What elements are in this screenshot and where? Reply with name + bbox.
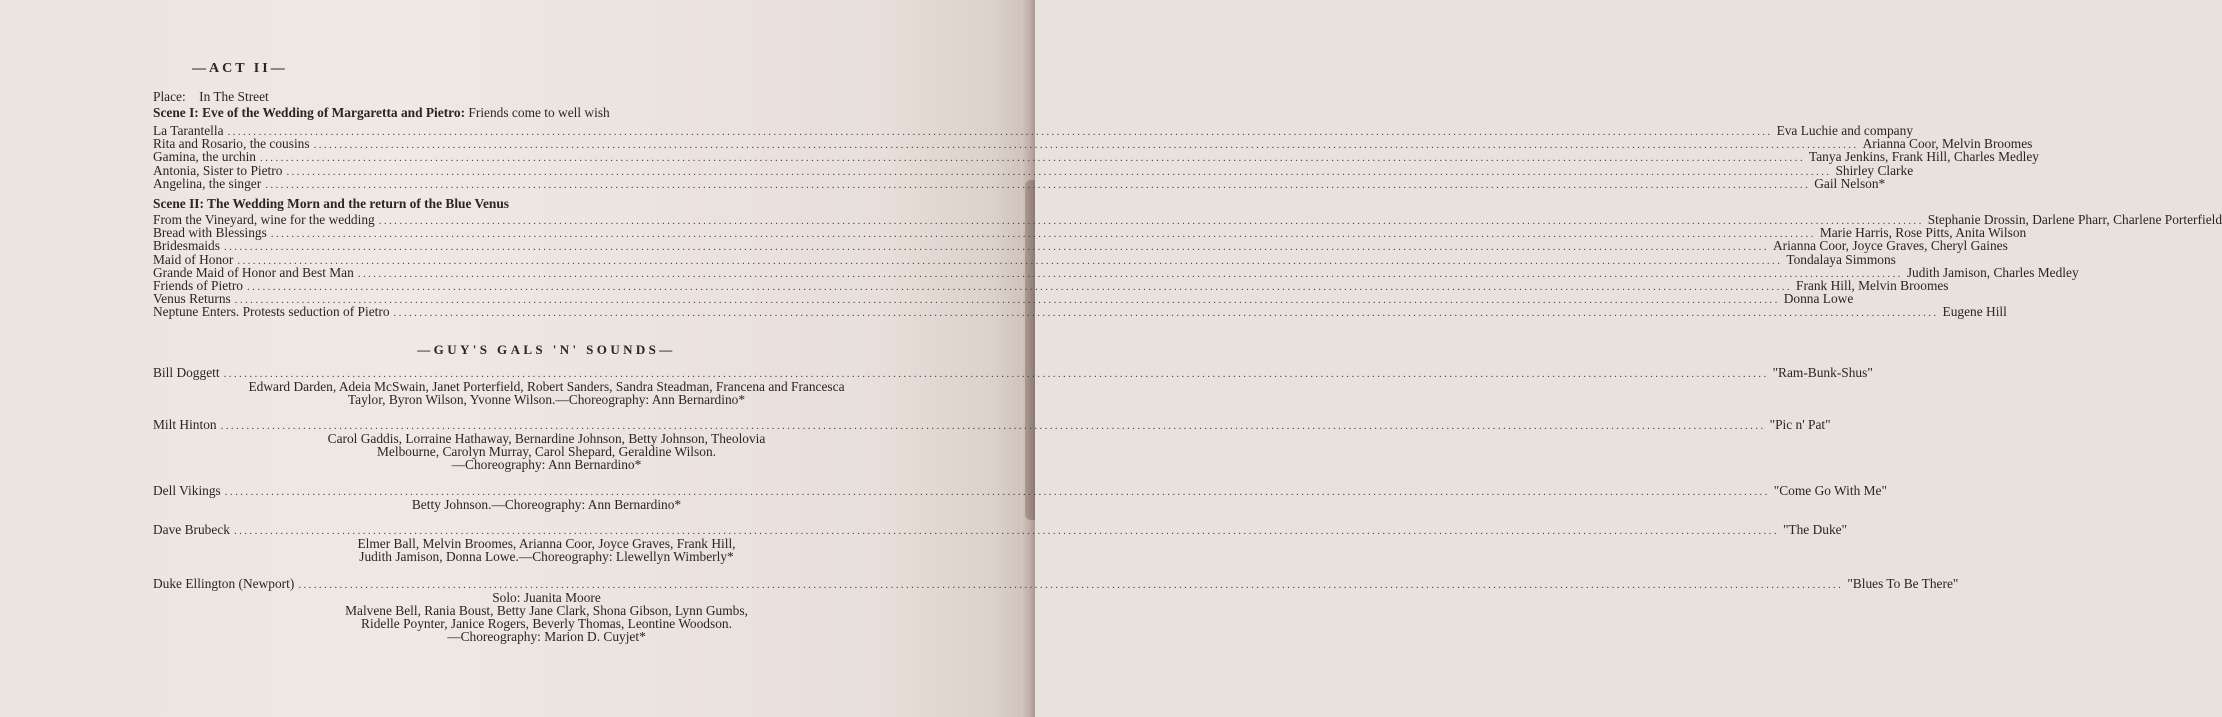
- performer-line: Judith Jamison, Donna Lowe.—Choreography: Llewellyn Wimberly*: [359, 549, 734, 564]
- dot-leader: ............................................................................................................................................................................................................................................................................................................: [233, 525, 1779, 537]
- cast-row-value: Donna Lowe: [1783, 291, 1854, 307]
- dot-leader: ............................................................................................................................................................................................................................................................................................................: [393, 307, 1939, 320]
- performer-line: Edward Darden, Adeia McSwain, Janet Porterfield, Robert Sanders, Sandra Steadman, Francena and Francesca: [248, 379, 845, 394]
- scene1-heading: [153, 106, 610, 120]
- number-row-label: Duke Ellington (Newport): [153, 576, 295, 591]
- dot-leader: ............................................................................................................................................................................................................................................................................................................: [247, 281, 1793, 293]
- cast-row-value: Marie Harris, Rose Pitts, Anita Wilson: [1819, 225, 2027, 241]
- performer-line: Betty Johnson.—Choreography: Ann Bernardino*: [411, 497, 682, 512]
- number-row-label: Milt Hinton: [153, 417, 217, 432]
- performer-line: Carol Gaddis, Lorraine Hathaway, Bernardine Johnson, Betty Johnson, Theolovia: [327, 431, 766, 446]
- cast-row-value: Judith Jamison, Charles Medley: [1906, 264, 2079, 280]
- cast-row-label: Grande Maid of Honor and Best Man: [153, 264, 354, 280]
- cast-row-label: Bread with Blessings: [153, 225, 267, 241]
- number-row-value: "Pic n' Pat": [1769, 417, 1831, 432]
- performer-line: Solo: Juanita Moore: [492, 590, 601, 605]
- cast-row-label: Neptune Enters. Protests seduction of Pietro: [153, 304, 390, 320]
- performer-line: Elmer Ball, Melvin Broomes, Arianna Coor, Joyce Graves, Frank Hill,: [357, 536, 736, 551]
- cast-row: [153, 175, 1886, 192]
- dot-leader: ............................................................................................................................................................................................................................................................................................................: [286, 165, 1832, 178]
- cast-row-value: Frank Hill, Melvin Broomes: [1796, 278, 1949, 293]
- cast-row-label: Angelina, the singer: [153, 175, 262, 191]
- performer-line: Melbourne, Carolyn Murray, Carol Shepard, Geraldine Wilson.: [377, 444, 716, 459]
- performer-line: —Choreography: Ann Bernardino*: [451, 457, 642, 472]
- dot-leader: ............................................................................................................................................................................................................................................................................................................: [227, 126, 1773, 138]
- performer-line: Ridelle Poynter, Janice Rogers, Beverly Thomas, Leontine Woodson.: [361, 616, 732, 631]
- cast-row-value: Eugene Hill: [1942, 304, 2007, 320]
- dot-leader: ............................................................................................................................................................................................................................................................................................................: [237, 254, 1783, 267]
- cast-row-value: Stephanie Drossin, Darlene Pharr, Charlene Porterfield: [1927, 212, 2222, 227]
- dot-leader: ............................................................................................................................................................................................................................................................................................................: [298, 579, 1844, 591]
- cast-row-label: From the Vineyard, wine for the wedding: [153, 212, 375, 227]
- dot-leader: ............................................................................................................................................................................................................................................................................................................: [378, 215, 1924, 227]
- number-row-value: "Ram-Bunk-Shus": [1772, 365, 1873, 380]
- scene1-subtitle: Friends come to well wish: [468, 105, 610, 120]
- place-label: Place:: [153, 89, 186, 104]
- dot-leader: ............................................................................................................................................................................................................................................................................................................: [234, 294, 1780, 307]
- cast-row-label: Antonia, Sister to Pietro: [153, 162, 283, 178]
- dot-leader: ............................................................................................................................................................................................................................................................................................................: [265, 178, 1811, 191]
- place-line: [153, 90, 269, 104]
- dot-leader: ............................................................................................................................................................................................................................................................................................................: [313, 139, 1859, 152]
- number-row-value: "Blues To Be There": [1847, 576, 1959, 591]
- cast-row-label: Gamina, the urchin: [153, 149, 256, 165]
- cast-row-label: Rita and Rosario, the cousins: [153, 136, 310, 152]
- dot-leader: ............................................................................................................................................................................................................................................................................................................: [224, 486, 1770, 498]
- number-row-value: "The Duke": [1782, 522, 1848, 537]
- cast-row-label: Maid of Honor: [153, 251, 234, 267]
- cast-row-value: Gail Nelson*: [1814, 175, 1886, 191]
- cast-row-value: Tondalaya Simmons: [1786, 251, 1896, 267]
- cast-row-label: Venus Returns: [153, 291, 231, 307]
- scene1-title: Scene I: Eve of the Wedding of Margaretta and Pietro:: [153, 105, 466, 120]
- place-value: In The Street: [199, 89, 269, 104]
- cast-row-value: Arianna Coor, Melvin Broomes: [1862, 136, 2033, 152]
- number-row-label: Dell Vikings: [153, 483, 221, 498]
- cast-row-value: Eva Luchie and company: [1776, 123, 1914, 138]
- performer-line: —Choreography: Marion D. Cuyjet*: [447, 629, 646, 644]
- performer-line: Taylor, Byron Wilson, Yvonne Wilson.—Choreography: Ann Bernardino*: [347, 392, 746, 407]
- number-row-label: Bill Doggett: [153, 365, 220, 380]
- dot-leader: ............................................................................................................................................................................................................................................................................................................: [270, 228, 1816, 241]
- dot-leader: ............................................................................................................................................................................................................................................................................................................: [223, 368, 1769, 380]
- dot-leader: ............................................................................................................................................................................................................................................................................................................: [223, 241, 1769, 254]
- number-row-value: "Come Go With Me": [1773, 483, 1887, 498]
- cast-row-value: Shirley Clarke: [1835, 162, 1914, 178]
- act-heading: —ACT II—: [192, 61, 288, 76]
- scene2-title: Scene II: The Wedding Morn and the return of the Blue Venus: [153, 196, 510, 211]
- cast-row-label: Bridesmaids: [153, 238, 220, 254]
- cast-row-label: Friends of Pietro: [153, 278, 244, 293]
- gals-heading: —GUY'S GALS 'N' SOUNDS—: [417, 342, 676, 357]
- number-row-label: Dave Brubeck: [153, 522, 230, 537]
- dot-leader: ............................................................................................................................................................................................................................................................................................................: [260, 152, 1805, 165]
- cast-row-label: La Tarantella: [153, 123, 224, 138]
- dot-leader: ............................................................................................................................................................................................................................................................................................................: [357, 267, 1903, 280]
- cast-row: [153, 304, 2007, 320]
- cast-row-value: Tanya Jenkins, Frank Hill, Charles Medley: [1809, 149, 2040, 165]
- dot-leader: ............................................................................................................................................................................................................................................................................................................: [220, 420, 1766, 432]
- performer-line: Malvene Bell, Rania Boust, Betty Jane Clark, Shona Gibson, Lynn Gumbs,: [345, 603, 748, 618]
- cast-row-value: Arianna Coor, Joyce Graves, Cheryl Gaines: [1772, 238, 2008, 254]
